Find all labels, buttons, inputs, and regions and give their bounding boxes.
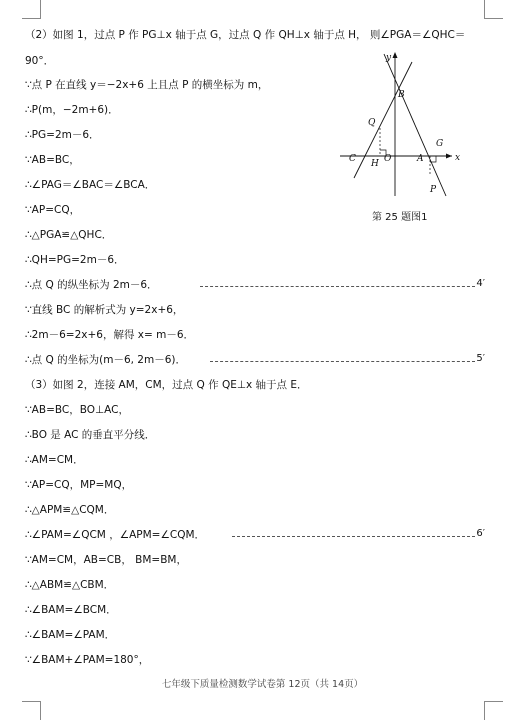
solution-line: ∴点 Q 的纵坐标为 2m－6． [25, 279, 158, 291]
label-x: x [455, 153, 461, 163]
score-leader-dashes [200, 286, 475, 287]
solution-line: ∴2m－6=2x+6，解得 x= m－6． [25, 329, 195, 341]
label-h: H [371, 159, 379, 169]
solution-line: ∴△ABM≌△CBM． [25, 579, 115, 591]
solution-line: ∴点 Q 的坐标为(m－6, 2m－6)． [25, 354, 186, 366]
figure-svg [340, 48, 470, 198]
crop-mark-bottom-left [22, 701, 41, 720]
score-leader-dashes [232, 536, 475, 537]
solution-line: ∴P(m，−2m+6)． [25, 104, 119, 116]
solution-line: ∵∠BAM+∠PAM=180°， [25, 654, 150, 666]
solution-line: （2）如图 1，过点 P 作 PG⊥x 轴于点 G，过点 Q 作 QH⊥x 轴于点 H， 则∠PGA＝∠QHC＝ [25, 29, 466, 41]
solution-line: ∵AB=BC， [25, 154, 80, 166]
solution-line: ∵AB=BC，BO⊥AC， [25, 404, 129, 416]
label-b: B [398, 90, 405, 100]
solution-line: （3）如图 2，连接 AM，CM，过点 Q 作 QE⊥x 轴于点 E． [25, 379, 308, 391]
geometry-figure [340, 48, 470, 198]
solution-line: ∴BO 是 AC 的垂直平分线． [25, 429, 156, 441]
crop-mark-top-left [22, 0, 41, 19]
solution-line: ∵点 P 在直线 y＝−2x+6 上且点 P 的横坐标为 m， [25, 79, 269, 91]
label-g: G [436, 139, 444, 149]
solution-line: ∴QH=PG=2m－6． [25, 254, 125, 266]
solution-line: ∵AM=CM，AB=CB， BM=BM， [25, 554, 187, 566]
line-ba [384, 54, 446, 196]
solution-line: ∴∠BAM=∠BCM． [25, 604, 117, 616]
solution-line: ∴△APM≌△CQM． [25, 504, 115, 516]
figure-caption: 第 25 题图1 [372, 212, 428, 223]
label-o: O [384, 154, 392, 164]
y-axis-arrow-icon [393, 52, 398, 58]
label-a: A [417, 154, 424, 164]
solution-line: 90°． [25, 55, 55, 67]
solution-line: ∵AP=CQ， [25, 204, 81, 216]
crop-mark-top-right [484, 0, 503, 19]
score-mark: 6′ [476, 528, 485, 539]
solution-line: ∴△PGA≌△QHC． [25, 229, 113, 241]
solution-line: ∴PG=2m－6． [25, 129, 100, 141]
score-mark: 5′ [476, 353, 485, 364]
solution-line: ∴∠PAM=∠QCM ，∠APM=∠CQM． [25, 529, 206, 541]
label-c: C [349, 154, 356, 164]
score-mark: 4′ [476, 278, 485, 289]
label-p: P [430, 185, 437, 195]
solution-line: ∴AM=CM． [25, 454, 84, 466]
score-leader-dashes [210, 361, 475, 362]
label-y: y [386, 53, 392, 63]
x-axis-arrow-icon [446, 154, 452, 159]
solution-line: ∴∠PAG＝∠BAC＝∠BCA． [25, 179, 156, 191]
solution-line: ∴∠BAM=∠PAM． [25, 629, 116, 641]
solution-line: ∵直线 BC 的解析式为 y=2x+6， [25, 304, 184, 316]
crop-mark-bottom-right [484, 701, 503, 720]
label-q: Q [368, 118, 376, 128]
page-footer: 七年级下质量检测数学试卷第 12页（共 14页） [161, 679, 364, 690]
line-bc [354, 62, 412, 178]
solution-line: ∵AP=CQ，MP=MQ， [25, 479, 133, 491]
